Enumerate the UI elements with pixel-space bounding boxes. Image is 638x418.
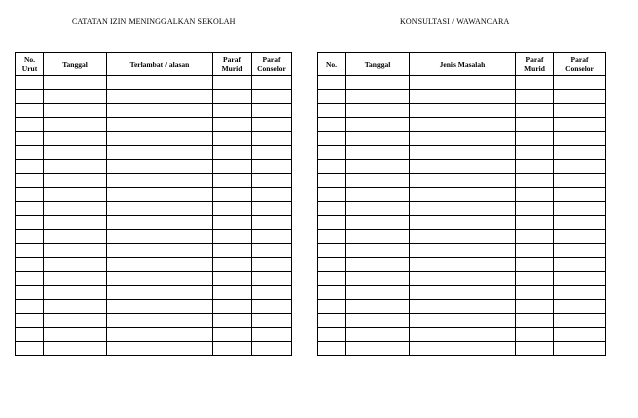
table-cell[interactable] — [16, 216, 44, 230]
table-cell[interactable] — [318, 216, 346, 230]
table-cell[interactable] — [252, 118, 292, 132]
table-cell[interactable] — [410, 286, 516, 300]
table-cell[interactable] — [554, 314, 606, 328]
table-row — [318, 104, 606, 118]
header-line1: Terlambat / alasan — [129, 59, 190, 69]
table-cell[interactable] — [252, 104, 292, 118]
table-cell[interactable] — [252, 230, 292, 244]
table-row — [318, 90, 606, 104]
table-cell[interactable] — [213, 160, 252, 174]
table-cell[interactable] — [16, 342, 44, 356]
table-cell[interactable] — [107, 146, 213, 160]
table-cell[interactable] — [554, 216, 606, 230]
table-cell[interactable] — [213, 244, 252, 258]
table-row — [16, 76, 292, 90]
table-cell[interactable] — [16, 118, 44, 132]
table-cell[interactable] — [107, 272, 213, 286]
table-row — [318, 76, 606, 90]
table-cell[interactable] — [346, 230, 410, 244]
table-cell[interactable] — [346, 188, 410, 202]
table-cell[interactable] — [16, 132, 44, 146]
table-cell[interactable] — [16, 104, 44, 118]
table-cell[interactable] — [16, 286, 44, 300]
table-cell[interactable] — [44, 328, 107, 342]
table-cell[interactable] — [516, 272, 554, 286]
table-cell[interactable] — [516, 174, 554, 188]
table-cell[interactable] — [554, 188, 606, 202]
izin-section-title: CATATAN IZIN MENINGGALKAN SEKOLAH — [72, 17, 236, 26]
header-line2: Conselor — [565, 64, 594, 73]
table-cell[interactable] — [213, 202, 252, 216]
table-cell[interactable] — [44, 342, 107, 356]
table-cell[interactable] — [516, 132, 554, 146]
table-cell[interactable] — [16, 258, 44, 272]
table-cell[interactable] — [554, 272, 606, 286]
table-row — [318, 216, 606, 230]
table-row — [318, 272, 606, 286]
table-row — [318, 146, 606, 160]
table-cell[interactable] — [318, 118, 346, 132]
konsultasi-header-row — [318, 53, 606, 76]
table-cell[interactable] — [554, 342, 606, 356]
table-cell[interactable] — [554, 202, 606, 216]
table-cell[interactable] — [213, 258, 252, 272]
table-cell[interactable] — [318, 342, 346, 356]
table-cell[interactable] — [410, 90, 516, 104]
table-cell[interactable] — [252, 342, 292, 356]
table-cell[interactable] — [44, 272, 107, 286]
table-cell[interactable] — [318, 188, 346, 202]
header-line1: No. — [325, 59, 338, 69]
table-row — [318, 314, 606, 328]
table-cell[interactable] — [410, 174, 516, 188]
table-row — [16, 146, 292, 160]
table-cell[interactable] — [410, 202, 516, 216]
table-cell[interactable] — [107, 314, 213, 328]
header-line1: Tanggal — [62, 59, 88, 69]
table-row — [16, 300, 292, 314]
table-row — [318, 118, 606, 132]
table-cell[interactable] — [318, 328, 346, 342]
table-cell[interactable] — [252, 188, 292, 202]
table-cell[interactable] — [554, 328, 606, 342]
table-cell[interactable] — [213, 118, 252, 132]
header-line1: Jenis Masalah — [439, 59, 486, 69]
table-cell[interactable] — [16, 314, 44, 328]
table-cell[interactable] — [16, 76, 44, 90]
table-row — [16, 132, 292, 146]
table-cell[interactable] — [318, 286, 346, 300]
table-cell[interactable] — [213, 146, 252, 160]
table-cell[interactable] — [516, 258, 554, 272]
table-cell[interactable] — [346, 328, 410, 342]
table-cell[interactable] — [16, 90, 44, 104]
table-cell[interactable] — [410, 272, 516, 286]
table-cell[interactable] — [213, 104, 252, 118]
table-cell[interactable] — [346, 300, 410, 314]
table-row — [16, 272, 292, 286]
table-cell[interactable] — [252, 132, 292, 146]
table-cell[interactable] — [107, 174, 213, 188]
table-cell[interactable] — [213, 230, 252, 244]
table-cell[interactable] — [318, 300, 346, 314]
table-cell[interactable] — [346, 342, 410, 356]
table-row — [318, 202, 606, 216]
table-cell[interactable] — [318, 258, 346, 272]
col-header-paraf-murid — [516, 53, 554, 76]
table-cell[interactable] — [410, 328, 516, 342]
table-cell[interactable] — [44, 160, 107, 174]
table-row — [318, 160, 606, 174]
table-cell[interactable] — [318, 132, 346, 146]
table-cell[interactable] — [44, 300, 107, 314]
table-cell[interactable] — [554, 104, 606, 118]
table-cell[interactable] — [516, 286, 554, 300]
table-cell[interactable] — [318, 104, 346, 118]
table-cell[interactable] — [346, 216, 410, 230]
table-cell[interactable] — [554, 132, 606, 146]
table-cell[interactable] — [346, 90, 410, 104]
table-row — [16, 244, 292, 258]
table-row — [318, 230, 606, 244]
table-cell[interactable] — [252, 258, 292, 272]
table-cell[interactable] — [516, 328, 554, 342]
table-cell[interactable] — [252, 174, 292, 188]
table-cell[interactable] — [107, 342, 213, 356]
table-row — [318, 342, 606, 356]
header-line2: Urut — [21, 64, 38, 73]
table-row — [318, 300, 606, 314]
table-cell[interactable] — [346, 76, 410, 90]
table-cell[interactable] — [213, 286, 252, 300]
table-cell[interactable] — [107, 132, 213, 146]
table-cell[interactable] — [318, 146, 346, 160]
izin-table — [15, 52, 292, 356]
table-cell[interactable] — [213, 300, 252, 314]
table-cell[interactable] — [318, 76, 346, 90]
header-line1: Tanggal — [364, 59, 391, 69]
table-row — [318, 258, 606, 272]
table-cell[interactable] — [44, 202, 107, 216]
table-cell[interactable] — [346, 104, 410, 118]
table-cell[interactable] — [410, 104, 516, 118]
col-header-paraf-conselor — [554, 53, 606, 76]
table-row — [16, 328, 292, 342]
table-cell[interactable] — [554, 174, 606, 188]
table-cell[interactable] — [252, 328, 292, 342]
table-row — [318, 132, 606, 146]
table-row — [318, 174, 606, 188]
table-cell[interactable] — [554, 286, 606, 300]
konsultasi-table — [317, 52, 606, 356]
table-cell[interactable] — [213, 90, 252, 104]
col-header-tanggal — [44, 53, 107, 76]
table-cell[interactable] — [44, 146, 107, 160]
header-line1: Paraf — [262, 55, 281, 64]
table-row — [16, 258, 292, 272]
table-cell[interactable] — [252, 76, 292, 90]
table-cell[interactable] — [318, 174, 346, 188]
table-cell[interactable] — [213, 132, 252, 146]
col-header-no — [318, 53, 346, 76]
table-cell[interactable] — [252, 146, 292, 160]
table-cell[interactable] — [410, 146, 516, 160]
table-cell[interactable] — [213, 342, 252, 356]
table-cell[interactable] — [318, 160, 346, 174]
table-cell[interactable] — [44, 76, 107, 90]
table-cell[interactable] — [16, 160, 44, 174]
table-cell[interactable] — [346, 146, 410, 160]
table-cell[interactable] — [16, 244, 44, 258]
table-cell[interactable] — [554, 258, 606, 272]
table-cell[interactable] — [252, 160, 292, 174]
table-cell[interactable] — [107, 300, 213, 314]
table-cell[interactable] — [554, 230, 606, 244]
table-cell[interactable] — [346, 258, 410, 272]
table-cell[interactable] — [516, 118, 554, 132]
table-cell[interactable] — [410, 76, 516, 90]
table-cell[interactable] — [44, 132, 107, 146]
table-cell[interactable] — [554, 76, 606, 90]
table-cell[interactable] — [516, 314, 554, 328]
header-line1: Paraf — [570, 55, 589, 64]
table-cell[interactable] — [410, 300, 516, 314]
table-cell[interactable] — [346, 272, 410, 286]
table-cell[interactable] — [516, 146, 554, 160]
table-cell[interactable] — [213, 174, 252, 188]
table-cell[interactable] — [516, 202, 554, 216]
col-header-jenis-masalah — [410, 53, 516, 76]
table-cell[interactable] — [516, 76, 554, 90]
table-cell[interactable] — [346, 202, 410, 216]
col-header-paraf-conselor — [252, 53, 292, 76]
table-cell[interactable] — [16, 230, 44, 244]
table-row — [16, 118, 292, 132]
table-cell[interactable] — [44, 244, 107, 258]
table-row — [16, 286, 292, 300]
table-cell[interactable] — [516, 90, 554, 104]
table-cell[interactable] — [252, 90, 292, 104]
table-cell[interactable] — [252, 244, 292, 258]
table-cell[interactable] — [252, 314, 292, 328]
header-line2: Conselor — [257, 64, 286, 73]
table-cell[interactable] — [554, 244, 606, 258]
table-cell[interactable] — [107, 188, 213, 202]
table-cell[interactable] — [44, 118, 107, 132]
header-line2: Murid — [524, 64, 545, 73]
table-cell[interactable] — [410, 314, 516, 328]
table-row — [318, 244, 606, 258]
table-row — [16, 216, 292, 230]
table-cell[interactable] — [516, 230, 554, 244]
table-cell[interactable] — [252, 300, 292, 314]
table-cell[interactable] — [554, 118, 606, 132]
col-header-no-urut — [16, 53, 44, 76]
table-cell[interactable] — [516, 244, 554, 258]
table-cell[interactable] — [410, 258, 516, 272]
table-cell[interactable] — [410, 342, 516, 356]
table-cell[interactable] — [16, 328, 44, 342]
table-cell[interactable] — [410, 188, 516, 202]
table-cell[interactable] — [16, 188, 44, 202]
table-cell[interactable] — [346, 314, 410, 328]
header-line1: Paraf — [525, 55, 544, 64]
header-line2: Murid — [221, 64, 243, 73]
table-cell[interactable] — [107, 230, 213, 244]
table-cell[interactable] — [107, 104, 213, 118]
table-cell[interactable] — [554, 90, 606, 104]
table-cell[interactable] — [516, 300, 554, 314]
table-cell[interactable] — [213, 314, 252, 328]
table-row — [16, 188, 292, 202]
col-header-terlambat-alasan — [107, 53, 213, 76]
table-cell[interactable] — [107, 90, 213, 104]
table-row — [16, 174, 292, 188]
table-cell[interactable] — [346, 118, 410, 132]
table-cell[interactable] — [44, 286, 107, 300]
table-row — [16, 104, 292, 118]
table-cell[interactable] — [16, 146, 44, 160]
konsultasi-section-title: KONSULTASI / WAWANCARA — [400, 17, 510, 26]
table-row — [16, 342, 292, 356]
table-cell[interactable] — [107, 202, 213, 216]
table-row — [318, 188, 606, 202]
table-cell[interactable] — [346, 160, 410, 174]
table-cell[interactable] — [107, 118, 213, 132]
table-cell[interactable] — [107, 216, 213, 230]
table-cell[interactable] — [318, 244, 346, 258]
col-header-paraf-murid — [213, 53, 252, 76]
table-cell[interactable] — [410, 216, 516, 230]
header-line1: Paraf — [223, 55, 241, 64]
table-cell[interactable] — [107, 76, 213, 90]
table-cell[interactable] — [44, 90, 107, 104]
table-cell[interactable] — [44, 104, 107, 118]
table-cell[interactable] — [516, 188, 554, 202]
table-cell[interactable] — [252, 272, 292, 286]
table-cell[interactable] — [346, 132, 410, 146]
table-row — [16, 202, 292, 216]
table-cell[interactable] — [107, 286, 213, 300]
table-cell[interactable] — [107, 160, 213, 174]
table-cell[interactable] — [318, 314, 346, 328]
table-cell[interactable] — [44, 188, 107, 202]
table-cell[interactable] — [410, 118, 516, 132]
table-cell[interactable] — [213, 328, 252, 342]
table-cell[interactable] — [16, 202, 44, 216]
table-cell[interactable] — [318, 90, 346, 104]
table-cell[interactable] — [318, 230, 346, 244]
table-cell[interactable] — [107, 258, 213, 272]
table-cell[interactable] — [252, 216, 292, 230]
table-cell[interactable] — [44, 258, 107, 272]
table-row — [16, 90, 292, 104]
table-cell[interactable] — [44, 174, 107, 188]
table-cell[interactable] — [213, 76, 252, 90]
table-cell[interactable] — [44, 314, 107, 328]
table-cell[interactable] — [410, 244, 516, 258]
table-cell[interactable] — [252, 202, 292, 216]
table-cell[interactable] — [410, 132, 516, 146]
table-cell[interactable] — [44, 230, 107, 244]
table-cell[interactable] — [107, 328, 213, 342]
table-cell[interactable] — [410, 160, 516, 174]
table-cell[interactable] — [318, 202, 346, 216]
table-cell[interactable] — [252, 286, 292, 300]
table-cell[interactable] — [44, 216, 107, 230]
izin-header-row — [16, 53, 292, 76]
table-cell[interactable] — [554, 300, 606, 314]
table-cell[interactable] — [516, 342, 554, 356]
table-row — [16, 314, 292, 328]
table-cell[interactable] — [346, 174, 410, 188]
table-cell[interactable] — [16, 174, 44, 188]
table-cell[interactable] — [318, 272, 346, 286]
table-row — [318, 328, 606, 342]
table-row — [16, 230, 292, 244]
table-cell[interactable] — [554, 160, 606, 174]
table-row — [16, 160, 292, 174]
table-cell[interactable] — [516, 104, 554, 118]
table-cell[interactable] — [16, 272, 44, 286]
table-cell[interactable] — [346, 244, 410, 258]
table-cell[interactable] — [16, 300, 44, 314]
header-line1: No. — [23, 55, 36, 64]
table-cell[interactable] — [516, 160, 554, 174]
table-cell[interactable] — [213, 188, 252, 202]
table-cell[interactable] — [107, 244, 213, 258]
table-cell[interactable] — [554, 146, 606, 160]
table-cell[interactable] — [346, 286, 410, 300]
table-cell[interactable] — [516, 216, 554, 230]
table-row — [318, 286, 606, 300]
table-cell[interactable] — [213, 272, 252, 286]
table-cell[interactable] — [213, 216, 252, 230]
col-header-tanggal — [346, 53, 410, 76]
table-cell[interactable] — [410, 230, 516, 244]
